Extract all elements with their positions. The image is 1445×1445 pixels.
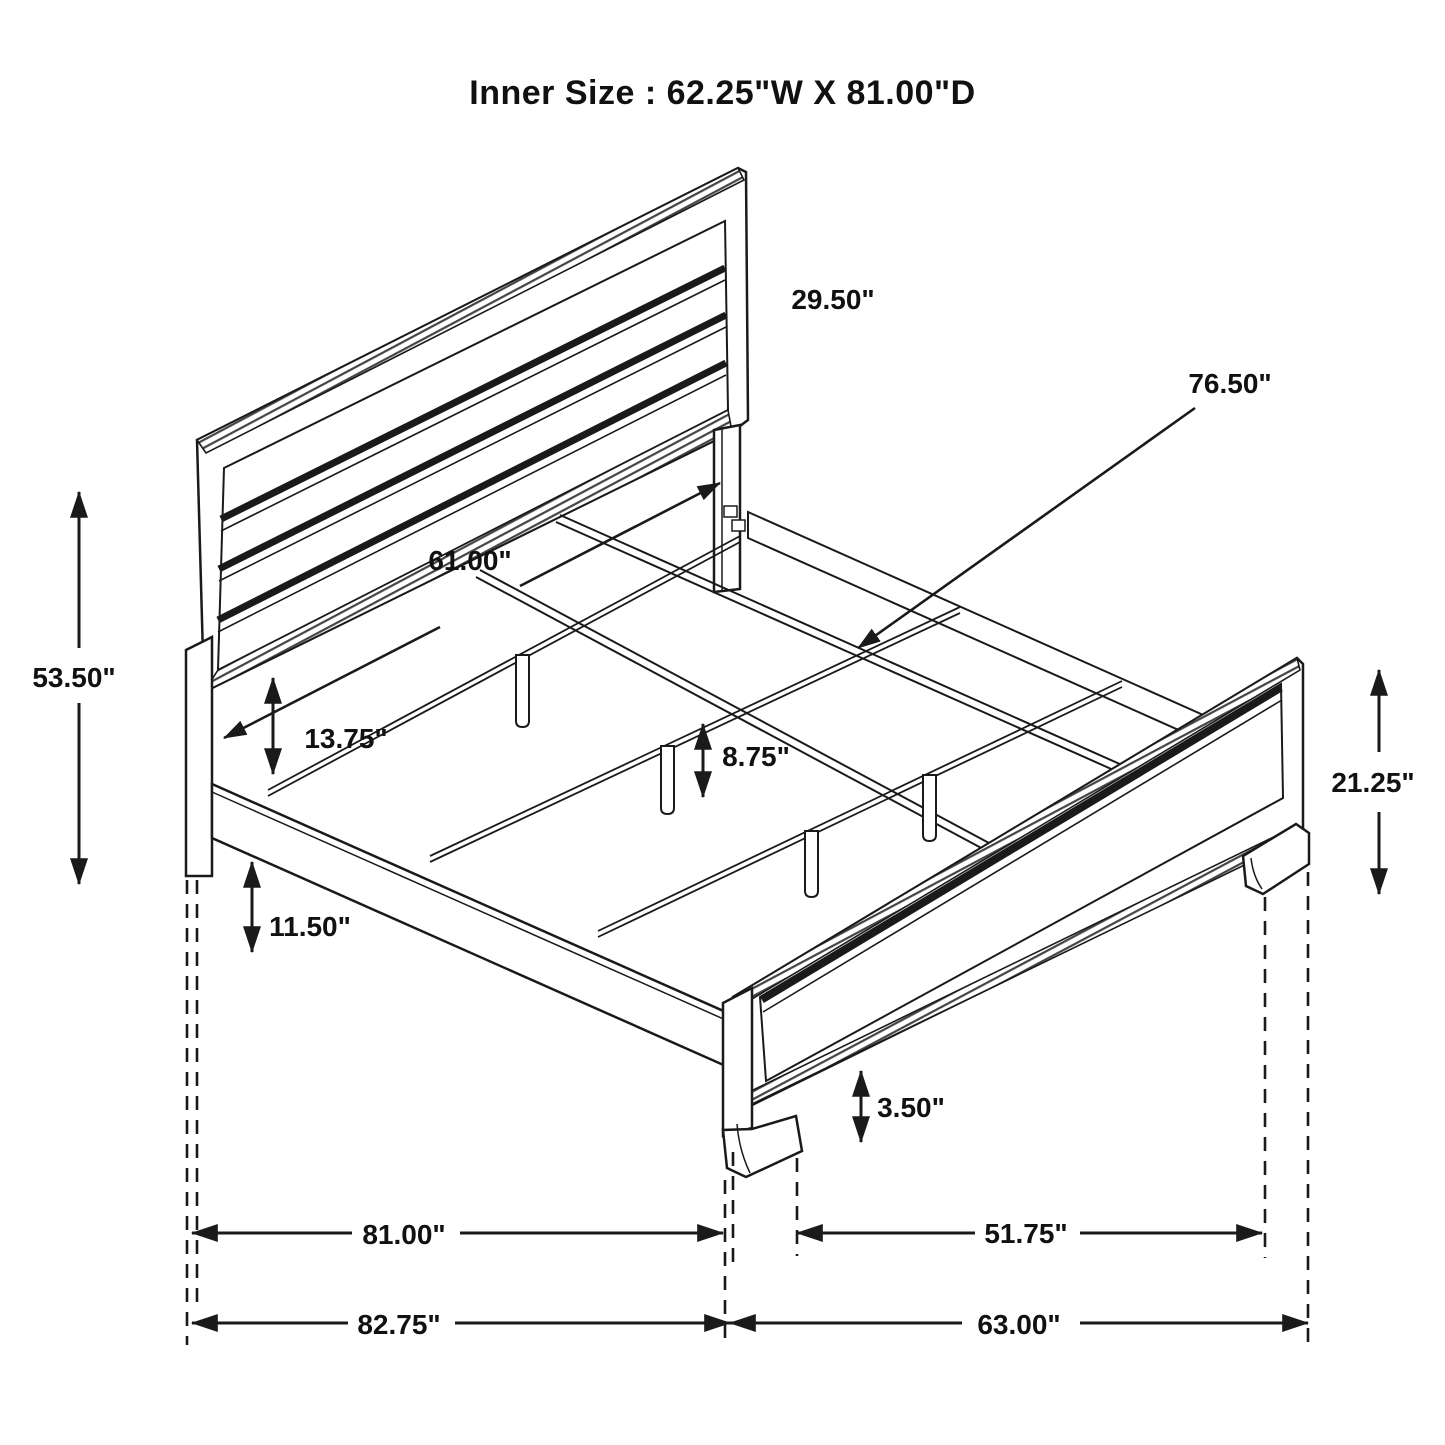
dim-label-overall-height: 53.50"	[32, 662, 116, 693]
dim-label-foot-height: 3.50"	[877, 1092, 945, 1123]
rail-bracket	[724, 506, 737, 517]
dim-label-footboard-inner-span: 51.75"	[984, 1218, 1068, 1249]
headboard-left-leg	[186, 637, 212, 876]
dim-label-rail-length: 76.50"	[1188, 368, 1272, 399]
support-leg	[516, 655, 529, 727]
support-leg	[805, 831, 818, 897]
dim-label-rail-top-height: 11.50"	[269, 911, 351, 942]
dim-label-headboard-height: 29.50"	[791, 284, 875, 315]
rail-bracket	[732, 520, 745, 531]
support-leg	[923, 775, 936, 841]
dim-label-footboard-height: 21.25"	[1331, 767, 1415, 798]
footboard-left-post	[723, 988, 752, 1136]
far-side-rail	[748, 512, 1201, 740]
dim-label-footboard-overall-width: 63.00"	[977, 1309, 1061, 1340]
dim-label-panel-bottom-gap: 13.75"	[304, 723, 388, 754]
support-leg	[661, 746, 674, 814]
dim-label-rail-support-height: 8.75"	[722, 741, 790, 772]
dim-label-inner-width: 61.00"	[428, 545, 512, 576]
diagram-title: Inner Size : 62.25"W X 81.00"D	[469, 74, 976, 112]
footboard	[723, 658, 1309, 1177]
dim-label-inner-depth: 81.00"	[362, 1219, 446, 1250]
dim-label-overall-depth: 82.75"	[357, 1309, 441, 1340]
